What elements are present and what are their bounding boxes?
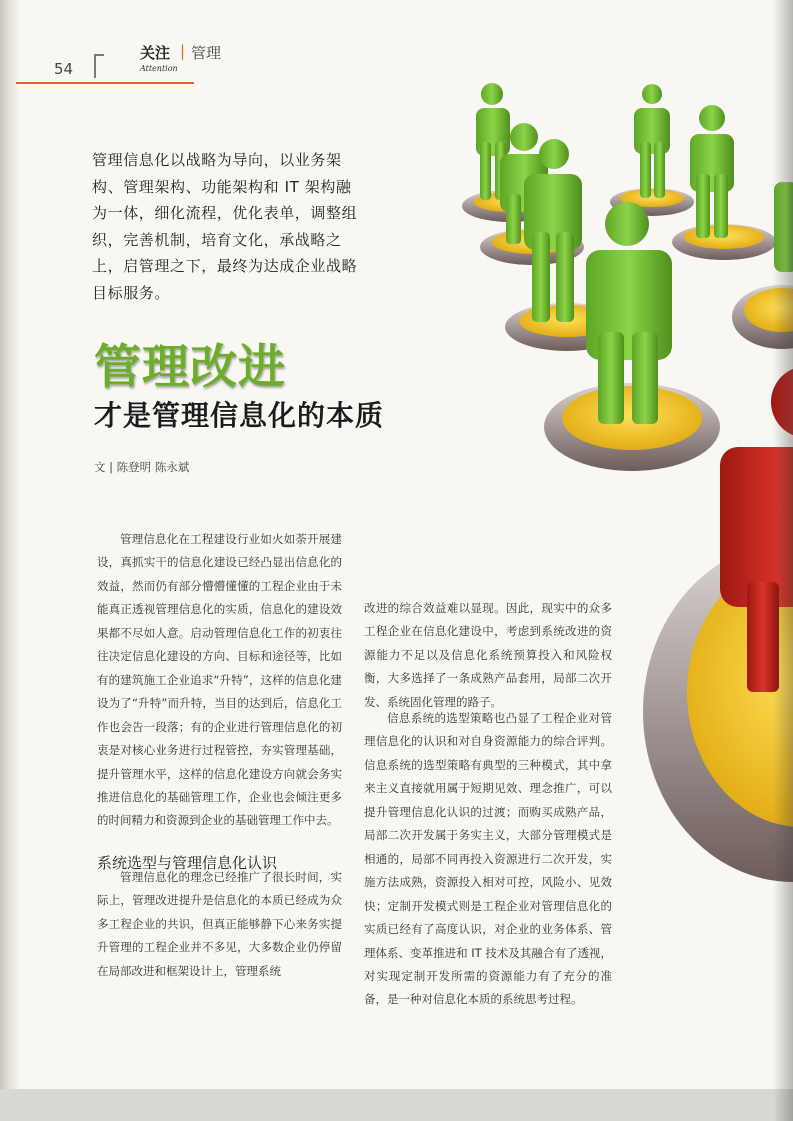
header-bracket-decoration xyxy=(94,54,104,78)
body-paragraph: 改进的综合效益难以显现。因此，现实中的众多工程企业在信息化建设中，考虑到系统改进的资源能力不足以及信息化系统预算投入和风险权衡，大多选择了一条成熟产品套用，局部二次开发、系统固化管理的路子。 xyxy=(364,601,612,709)
article-subtitle: 才是管理信息化的本质 xyxy=(94,399,385,432)
header-rule xyxy=(16,82,194,84)
section-label: 关注 xyxy=(140,44,171,62)
body-paragraph: 信息系统的选型策略也凸显了工程企业对管理信息化的认识和对自身资源能力的综合评判。信息系统的选型策略有典型的三种模式，其中拿来主义直接就用属于短期见效、理念推广，可以提升管理信息化认识的过渡；而购买成熟产品，局部二次开发属于务实主义，大部分管理模式是相通的，局部不同再投入资源进行二次开发，实施方法成熟，资源投入相对可控，风险小、见效快；定制开发模式则是工程企业对管理信息化的实质已经有了高度认识，对企业的业务体系、管理体系、变革推进和 IT 技术及其融合有了透视，对实现定制开发所需的资源能力有了充分的准备，是一种对信息化本质的系统思考过程。 xyxy=(364,711,612,1007)
page-binding-shadow xyxy=(0,0,18,1121)
green-person-figure xyxy=(634,84,670,198)
subsection-label: 管理 xyxy=(191,44,222,62)
section-subheading: 系统选型与管理信息化认识 xyxy=(97,854,278,872)
page-number: 54 xyxy=(54,60,74,78)
section-label-english: Attention xyxy=(140,64,178,73)
scan-margin-bottom xyxy=(0,1089,793,1121)
green-person-figure xyxy=(690,105,734,238)
body-paragraph: 管理信息化在工程建设行业如火如荼开展建设，真抓实干的信息化建设已经凸显出信息化的效益，然而仍有部分懵懵懂懂的工程企业由于未能真正透视管理信息化的实质，信息化的建设效果都不尽如人意。启动管理信息化工作的初衷往往决定信息化建设的方向、目标和途径等，比如有的建筑施工企业追求“升特”，这样的信息化建设为了“升特”而升特，当目的达到后，信息化工作也会告一段落；有的企业进行管理信息化的初衷是对核心业务进行过程管控，夯实管理基础，提升管理水平，这样的信息化建设方向就会务实推进信息化的基础管理工作，企业也会倾注更多的时间精力和资源到企业的基础管理工作中去。 xyxy=(97,532,342,828)
scan-edge-shadow xyxy=(773,0,793,1121)
article-lead: 管理信息化以战略为导向，以业务架构、管理架构、功能架构和 IT 架构融为一体，细化流程，优化表单，调整组织，完善机制，培育文化，承战略之上，启管理之下，最终为达成企业战略目标服务。 xyxy=(92,151,358,302)
body-paragraph: 管理信息化的理念已经推广了很长时间，实际上，管理改进提升是信息化的本质已经成为众多工程企业的共识，但真正能够静下心来务实提升管理的工程企业并不多见，大多数企业仍停留在局部改进和框架设计上，管理系统 xyxy=(97,870,342,978)
article-byline: 文 | 陈登明 陈永斌 xyxy=(94,460,190,474)
article-title: 管理改进 xyxy=(94,340,286,395)
section-separator: | xyxy=(180,42,186,60)
